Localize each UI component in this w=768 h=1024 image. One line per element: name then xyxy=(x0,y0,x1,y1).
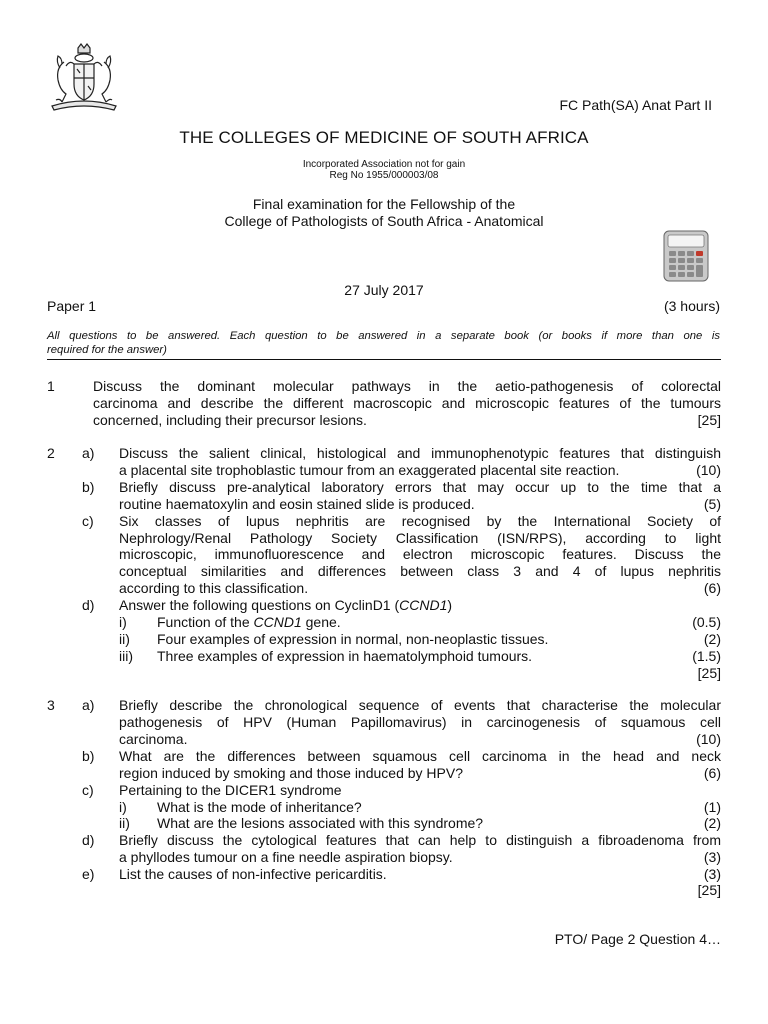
question-2d-i-label: i) xyxy=(119,614,127,630)
question-3e-line1: List the causes of non-infective pericarditis. xyxy=(119,866,387,882)
question-2b-line2: routine haematoxylin and eosin stained slide is produced. xyxy=(119,496,475,512)
question-2a-marks: (10) xyxy=(696,462,721,478)
calculator-icon xyxy=(663,230,709,282)
question-2b-marks: (5) xyxy=(703,496,721,512)
question-2d-iii-text: Three examples of expression in haematolymphoid tumours. xyxy=(157,648,533,664)
question-2a-label: a) xyxy=(82,445,95,461)
question-2c-line1: Six classes of lupus nephritis are recognised by the International Society of xyxy=(119,513,721,529)
question-3b-line1: What are the differences between squamous cell carcinoma in the head and neck xyxy=(119,748,721,764)
question-3c-label: c) xyxy=(82,782,94,798)
page-turn-note: PTO/ Page 2 Question 4… xyxy=(554,931,721,947)
registration-number: Reg No 1955/000003/08 xyxy=(329,170,439,181)
question-3c-i-text: What is the mode of inheritance? xyxy=(157,799,362,815)
instructions xyxy=(47,329,720,357)
instructions-line1: All questions to be answered. Each question to be answered in a separate book (or books if more than one is xyxy=(47,330,720,342)
question-1-line3: concerned, including their precursor lesions. xyxy=(93,412,367,428)
exam-title-line1: Final examination for the Fellowship of the xyxy=(252,196,516,212)
gene-name-i: CCND1 xyxy=(253,614,302,630)
question-2b-label: b) xyxy=(82,479,95,495)
question-3c-ii-marks: (2) xyxy=(703,815,721,831)
question-3d-line1: Briefly discuss the cytological features that can help to distinguish a fibroadenoma from xyxy=(119,832,721,848)
institution-title: THE COLLEGES OF MEDICINE OF SOUTH AFRICA xyxy=(179,128,589,147)
question-2d-iii-label: iii) xyxy=(119,648,133,664)
question-2d-close: ) xyxy=(447,597,453,613)
question-2d-ii-text: Four examples of expression in normal, non-neoplastic tissues. xyxy=(157,631,549,647)
question-2c-marks: (6) xyxy=(703,580,721,596)
question-3-marks: [25] xyxy=(697,882,721,898)
paper-number: Paper 1 xyxy=(47,298,97,314)
question-3c-i-label: i) xyxy=(119,799,127,815)
question-3b-line2: region induced by smoking and those induced by HPV? xyxy=(119,765,463,781)
exam-duration: (3 hours) xyxy=(663,298,720,314)
incorporated-note: Incorporated Association not for gain xyxy=(302,159,466,170)
question-2c-line3: microscopic, immunofluorescence and electron microscopic features. Discuss the xyxy=(119,546,721,562)
question-3c-ii-text: What are the lesions associated with this syndrome? xyxy=(157,815,484,831)
exam-date: 27 July 2017 xyxy=(344,282,424,298)
question-2d-ii-label: ii) xyxy=(119,631,130,647)
question-2d-ii-marks: (2) xyxy=(703,631,721,647)
question-2d-iii-marks: (1.5) xyxy=(692,648,721,664)
divider-rule xyxy=(47,359,721,360)
question-1-line1: Discuss the dominant molecular pathways in the aetio-pathogenesis of colorectal xyxy=(93,378,721,394)
question-2a-line2: a placental site trophoblastic tumour from an exaggerated placental site reaction. xyxy=(119,462,620,478)
question-2d-label: d) xyxy=(82,597,95,613)
question-2d-i-text xyxy=(157,614,341,631)
question-3b-label: b) xyxy=(82,748,95,764)
question-1-number: 1 xyxy=(47,378,55,394)
question-2d-text: Answer the following questions on CyclinD1 ( xyxy=(119,597,400,613)
question-2c-line4: conceptual similarities and differences between class 3 and 4 of lupus nephritis xyxy=(119,563,721,579)
gene-name: CCND1 xyxy=(399,597,448,613)
question-2d-line1 xyxy=(119,597,452,614)
question-3d-line2: a phyllodes tumour on a fine needle aspiration biopsy. xyxy=(119,849,453,865)
question-2b-line1: Briefly discuss pre-analytical laboratory errors that may occur up to the time that a xyxy=(119,479,721,495)
question-3-number: 3 xyxy=(47,697,55,713)
question-3e-label: e) xyxy=(82,866,95,882)
question-2d-i-post: gene. xyxy=(301,614,341,630)
question-3c-i-marks: (1) xyxy=(703,799,721,815)
question-3b-marks: (6) xyxy=(703,765,721,781)
question-3c-ii-label: ii) xyxy=(119,815,130,831)
question-3d-label: d) xyxy=(82,832,95,848)
question-2c-label: c) xyxy=(82,513,94,529)
course-code: FC Path(SA) Anat Part II xyxy=(559,97,712,113)
question-3c-line1: Pertaining to the DICER1 syndrome xyxy=(119,782,342,798)
question-3a-line3: carcinoma. xyxy=(119,731,188,747)
question-3a-label: a) xyxy=(82,697,95,713)
coat-of-arms-crest xyxy=(46,42,122,112)
question-3a-line1: Briefly describe the chronological sequence of events that characterise the molecular xyxy=(119,697,721,713)
question-2-marks: [25] xyxy=(697,665,721,681)
question-1-marks: [25] xyxy=(697,412,721,428)
exam-title-line2: College of Pathologists of South Africa - Anatomical xyxy=(224,213,544,229)
question-3a-line2: pathogenesis of HPV (Human Papillomavirus) in carcinogenesis of squamous cell xyxy=(119,714,721,730)
question-2c-line2: Nephrology/Renal Pathology Society Classification (ISN/RPS), according to light xyxy=(119,530,721,546)
question-3a-marks: (10) xyxy=(696,731,721,747)
question-3e-marks: (3) xyxy=(703,866,721,882)
question-2d-i-marks: (0.5) xyxy=(692,614,721,630)
question-2c-line5: according to this classification. xyxy=(119,580,309,596)
question-2d-i-pre: Function of the xyxy=(157,614,254,630)
question-3d-marks: (3) xyxy=(703,849,721,865)
question-2a-line1: Discuss the salient clinical, histological and immunophenotypic features that distinguish xyxy=(119,445,721,461)
question-1-line2: carcinoma and describe the different macroscopic and microscopic features of the tumours xyxy=(93,395,721,411)
instructions-line2: required for the answer) xyxy=(47,344,167,356)
question-2-number: 2 xyxy=(47,445,55,461)
